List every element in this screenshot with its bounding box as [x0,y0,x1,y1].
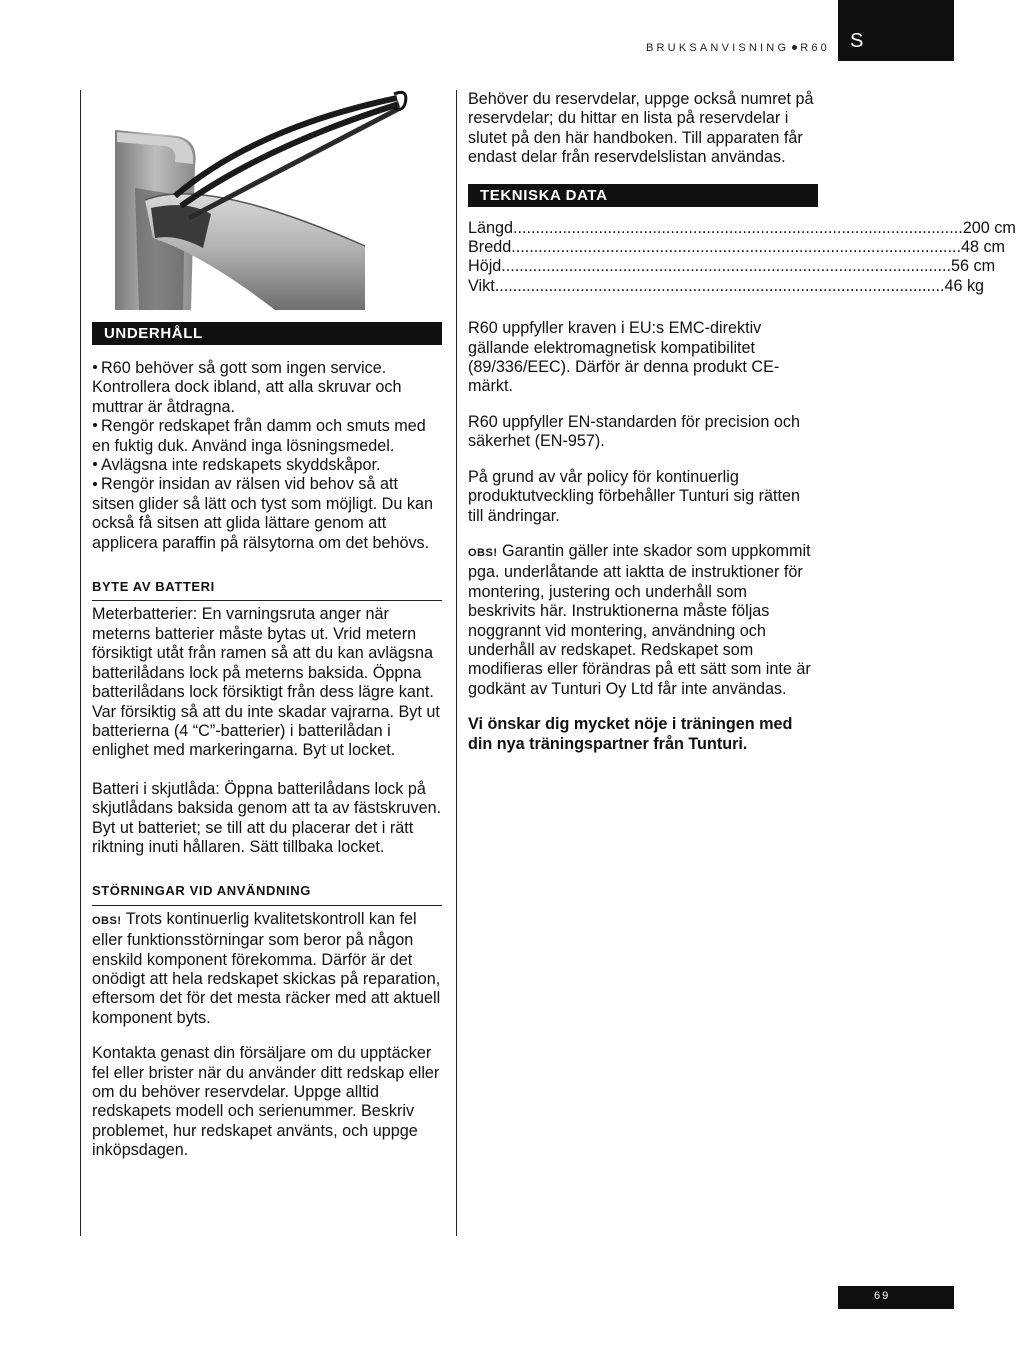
right-column [468,90,1016,754]
spec-label: Längd [468,218,514,237]
spec-leader-dots: .................................................................................................... [513,218,963,237]
spec-value: 200 cm [962,218,1016,237]
bullet-dot-icon [792,45,797,50]
bullet-icon [93,482,97,486]
emc-paragraph: R60 uppfyller kraven i EU:s EMC-direktiv gällande elektromagnetisk kompatibilitet (89/336/EEC). Därför är denna produkt CE-märkt. [468,319,780,396]
spec-value: 56 cm [951,257,996,276]
faults-paragraph-spareparts: Behöver du reservdelar, uppge också numret på reservdelar; du hittar en lista på reservdelar i slutet på den här handboken. Till apparaten får endast delar från reservdelslistan användas. [468,90,814,167]
spec-label: Vikt [468,276,495,295]
bullet-icon [93,462,97,466]
model-label: R60 [800,42,830,54]
maintenance-item: Avlägsna inte redskapets skyddskåpor. [92,456,442,475]
manual-label: BRUKSANVISNING [646,42,790,54]
page-number-tab [838,1286,954,1309]
maintenance-heading: UNDERHÅLL [92,322,442,345]
faults-heading: STÖRNINGAR VID ANVÄNDNING [92,881,442,905]
center-column-rule [456,90,457,1236]
left-column [92,322,442,1161]
technical-heading: TEKNISKA DATA [468,184,818,207]
battery-paragraph-drawer: Batteri i skjutlåda: Öppna batterilådans lock på skjutlådans baksida genom att ta av fästskruven. Byt ut batteriet; se till att du placerar det i rätt riktning inuti hållaren. Sätt tillbaka locket. [92,779,442,856]
policy-paragraph: På grund av vår policy för kontinuerlig produktutveckling förbehåller Tunturi sig rätten till ändringar. [468,467,801,525]
left-column-rule [80,90,81,1236]
obs-label: OBS! [468,546,498,559]
spec-length [468,218,1016,238]
language-code: S [850,30,865,52]
spec-value: 48 cm [960,238,1006,257]
battery-paragraph-meter: Meterbatterier: En varningsruta anger när meterns batterier måste bytas ut. Vrid metern försiktigt utåt från ramen så att du kan avlägsna batterilådans lock på meterns baksida. Öppna batterilådans lock försiktigt från dess lägre kant. Var försiktig så att du inte skadar vajrarna. Byt ut batterierna (4 “C”-batterier) i batterilådan i enlighet med markeringarna. Byt ut locket. [92,605,440,760]
bullet-icon [93,423,97,427]
language-tab [838,0,954,61]
spec-width [468,238,1006,257]
rowing-machine-strap-illustration-icon [115,88,365,310]
faults-paragraph-quality: OBS! Trots kontinuerlig kvalitetskontroll kan fel eller funktionsstörningar som beror på någon enskild komponent förekomma. Därför är det onödigt att hela redskapet skickas på reparation, eftersom det för det mesta räcker med att aktuell komponent byts. [92,909,441,1027]
page-number: 69 [874,1290,891,1302]
closing-paragraph: Vi önskar dig mycket nöje i träningen med din nya träningspartner från Tunturi. [468,715,793,753]
spec-weight [468,276,985,296]
bullet-icon [93,365,97,369]
maintenance-item: Rengör insidan av rälsen vid behov så att sitsen glider så lätt och tyst som möjligt. Du kan också få sitsen att glida lättare genom att applicera paraffin på rälsytorna om det behövs. [92,475,433,552]
maintenance-item: R60 behöver så gott som ingen service. Kontrollera dock ibland, att alla skruvar och muttrar är åtdragna. [92,359,402,416]
spec-leader-dots: .................................................................................................... [511,238,961,257]
spec-leader-dots: .................................................................................................... [501,257,952,276]
spec-leader-dots: .................................................................................................... [494,276,945,295]
battery-heading: BYTE AV BATTERI [92,577,442,601]
spec-label: Bredd [468,238,512,257]
en-standard-paragraph: R60 uppfyller EN-standarden för precision och säkerhet (EN-957). [468,412,801,451]
warranty-paragraph: OBS! Garantin gäller inte skador som uppkommit pga. underlåtande att iaktta de instruktioner för montering, justering och underhåll som beskrivits här. Instruktionerna måste följas noggrannt vid montering, användning och underhåll av redskapet. Redskapet som modifieras eller förändras på ett sätt som inte är godkänt av Tunturi Oy Ltd får inte användas. [468,541,811,698]
spec-height [468,257,996,276]
obs-label: OBS! [92,914,122,927]
faults-paragraph-contact: Kontakta genast din försäljare om du upptäcker fel eller brister när du använder ditt redskap eller om du behöver reservdelar. Uppge alltid redskapets modell och serienummer. Beskriv problemet, hur redskapet använts, och uppge inköpsdagen. [92,1044,440,1160]
running-header [560,42,830,54]
spec-label: Höjd [468,257,502,276]
spec-value: 46 kg [944,276,985,295]
maintenance-item: Rengör redskapet från damm och smuts med en fuktig duk. Använd inga lösningsmedel. [92,417,426,455]
